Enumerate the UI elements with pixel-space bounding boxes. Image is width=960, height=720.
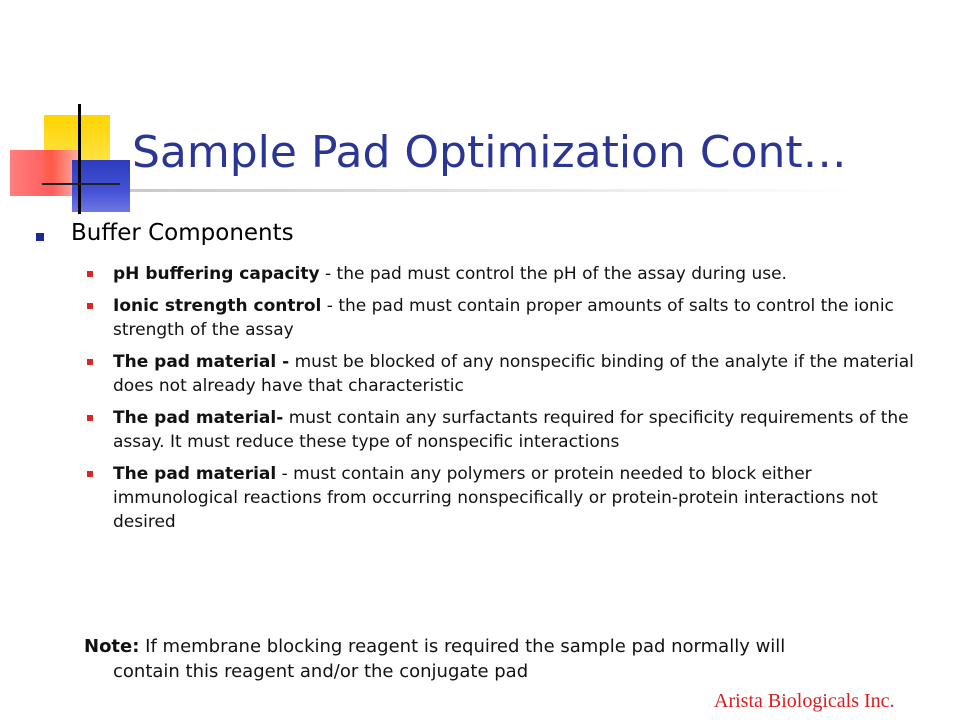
square-bullet-icon xyxy=(36,233,44,241)
item-text: - the pad must contain proper amounts of salts to control the ionic strength of the assay xyxy=(113,296,894,340)
note-paragraph xyxy=(84,634,934,684)
sub-bullet-list xyxy=(84,262,924,542)
item-text: must be blocked of any nonspecific binding of the analyte if the material does not already have that characteristic xyxy=(113,352,914,396)
square-bullet-icon xyxy=(87,415,93,421)
title-underline xyxy=(130,189,860,192)
square-bullet-icon xyxy=(87,271,93,277)
item-text: must contain any surfactants required for specificity requirements of the assay. It must reduce these type of nonspecific interactions xyxy=(113,408,909,452)
list-item xyxy=(84,350,924,398)
square-bullet-icon xyxy=(87,471,93,477)
list-item xyxy=(84,406,924,454)
item-bold: pH buffering capacity xyxy=(113,264,320,284)
item-bold: The pad material - xyxy=(113,352,290,372)
list-item xyxy=(84,294,924,342)
item-bold: Ionic strength control xyxy=(113,296,322,316)
item-text: - must contain any polymers or protein needed to block either immunological reactions from occurring nonspecifically or protein-protein interactions not desired xyxy=(113,464,878,532)
note-label: Note: xyxy=(84,636,140,657)
company-footer: Arista Biologicals Inc. xyxy=(714,690,895,712)
item-text: - the pad must control the pH of the assay during use. xyxy=(319,264,787,284)
list-item xyxy=(84,262,924,286)
main-bullet-text: Buffer Components xyxy=(71,220,294,246)
item-bold: The pad material xyxy=(113,464,277,484)
logo-vertical-line xyxy=(78,104,81,214)
list-item xyxy=(84,462,924,534)
logo-horizontal-line xyxy=(42,183,120,185)
square-bullet-icon xyxy=(87,359,93,365)
item-bold: The pad material- xyxy=(113,408,284,428)
slide-title: Sample Pad Optimization Cont… xyxy=(132,127,847,178)
logo-red-block xyxy=(10,150,80,196)
square-bullet-icon xyxy=(87,303,93,309)
note-line-1: If membrane blocking reagent is required the sample pad normally will xyxy=(139,636,786,657)
note-line-2: contain this reagent and/or the conjugate pad xyxy=(113,661,529,682)
